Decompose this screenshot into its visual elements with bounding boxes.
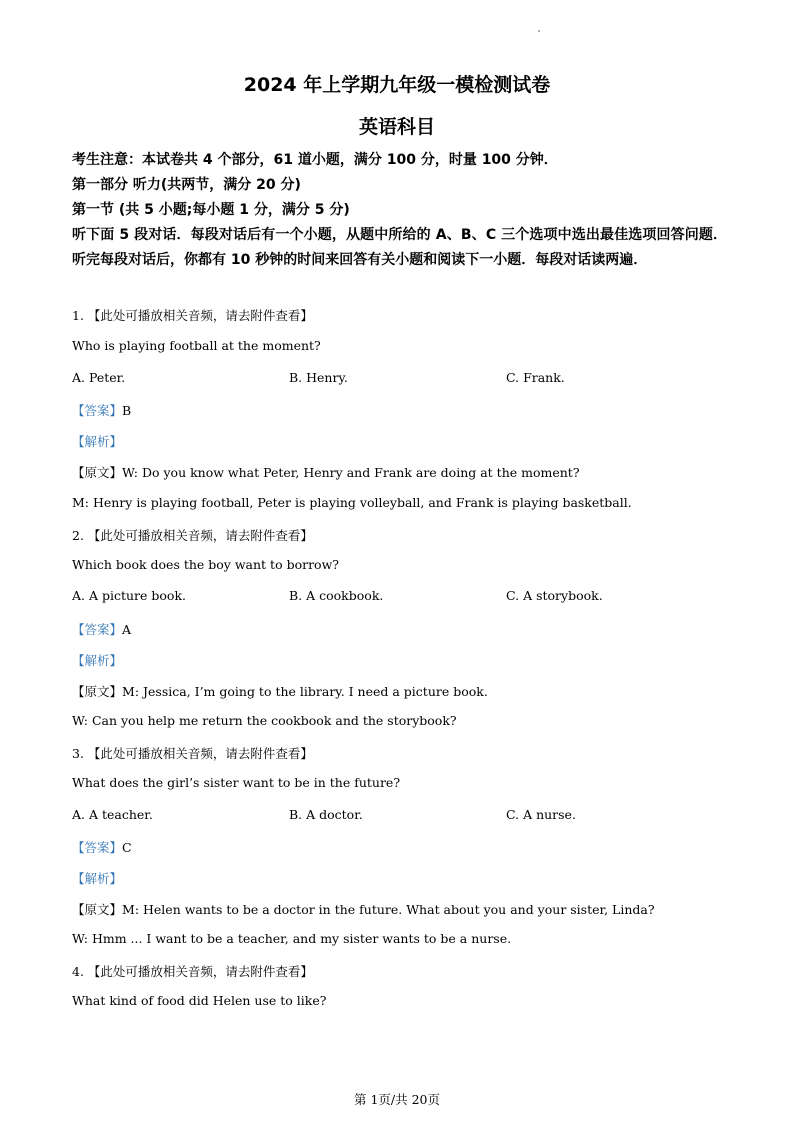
- answer-label: 【答案】: [72, 622, 123, 637]
- analysis-label: 【解析】: [72, 871, 123, 886]
- original-label: 【原文】: [72, 902, 123, 917]
- question-2-option-c: C. A storybook.: [506, 588, 603, 603]
- question-3-option-a: A. A teacher.: [72, 807, 153, 822]
- speck: [538, 30, 540, 32]
- answer-value: A: [122, 622, 132, 637]
- question-2-original: [72, 682, 488, 700]
- question-number: 4.: [72, 964, 84, 979]
- audio-note: 【此处可播放相关音频，请去附件查看】: [87, 528, 313, 543]
- question-2-option-b: B. A cookbook.: [289, 588, 384, 603]
- question-3-original-cont: W: Hmm ... I want to be a teacher, and my sister wants to be a nurse.: [72, 931, 512, 946]
- question-3-option-c: C. A nurse.: [506, 807, 576, 822]
- answer-label: 【答案】: [72, 403, 123, 418]
- question-1-option-a: A. Peter.: [72, 370, 126, 385]
- question-4-text: What kind of food did Helen use to like?: [72, 993, 327, 1008]
- section-heading: 第一节 (共 5 小题;每小题 1 分，满分 5 分): [72, 202, 350, 218]
- listening-instructions: 听下面 5 段对话．每段对话后有一个小题，从题中所给的 A、B、C 三个选项中选出最佳选项回答问题．听完每段对话后，你都有 10 秒钟的时间来回答有关小题和阅读下一小题．每段对话读两遍．: [72, 227, 727, 268]
- question-2-analysis: [72, 651, 122, 669]
- question-3-answer: [72, 838, 132, 856]
- question-number: 2.: [72, 528, 84, 543]
- question-4-header: [72, 962, 313, 980]
- question-2-header: [72, 526, 313, 544]
- question-1-original: [72, 463, 580, 481]
- audio-note: 【此处可播放相关音频，请去附件查看】: [87, 308, 313, 323]
- question-2-answer: [72, 620, 131, 638]
- question-2-option-a: A. A picture book.: [72, 588, 186, 603]
- audio-note: 【此处可播放相关音频，请去附件查看】: [87, 746, 313, 761]
- question-2-original-cont: W: Can you help me return the cookbook and the storybook?: [72, 713, 457, 728]
- original-text: M: Jessica, I’m going to the library. I need a picture book.: [122, 684, 488, 699]
- question-3-original: [72, 900, 655, 918]
- question-1-option-b: B. Henry.: [289, 370, 348, 385]
- part-heading: 第一部分 听力(共两节，满分 20 分): [72, 177, 301, 193]
- question-3-analysis: [72, 869, 122, 887]
- question-3-header: [72, 744, 313, 762]
- analysis-label: 【解析】: [72, 653, 123, 668]
- question-1-analysis: [72, 432, 122, 450]
- exam-notice: [72, 148, 727, 273]
- original-label: 【原文】: [72, 465, 123, 480]
- question-2-text: Which book does the boy want to borrow?: [72, 557, 339, 572]
- question-1-option-c: C. Frank.: [506, 370, 565, 385]
- page-number: 第 1页/共 20页: [353, 1092, 441, 1107]
- subject-title: 英语科目: [358, 116, 435, 138]
- audio-note: 【此处可播放相关音频，请去附件查看】: [87, 964, 313, 979]
- exam-title: 2024 年上学期九年级一模检测试卷: [243, 74, 551, 96]
- original-label: 【原文】: [72, 684, 123, 699]
- answer-label: 【答案】: [72, 840, 123, 855]
- question-3-option-b: B. A doctor.: [289, 807, 363, 822]
- answer-value: C: [122, 840, 132, 855]
- notice-line: 考生注意：本试卷共 4 个部分，61 道小题，满分 100 分，时量 100 分钟．: [72, 152, 558, 168]
- answer-value: B: [122, 403, 132, 418]
- analysis-label: 【解析】: [72, 434, 123, 449]
- question-1-header: [72, 306, 313, 324]
- question-1-text: Who is playing football at the moment?: [72, 338, 321, 353]
- question-3-text: What does the girl’s sister want to be in the future?: [72, 775, 401, 790]
- question-1-original-cont: M: Henry is playing football, Peter is playing volleyball, and Frank is playing basketball.: [72, 495, 632, 510]
- original-text: W: Do you know what Peter, Henry and Frank are doing at the moment?: [122, 465, 580, 480]
- original-text: M: Helen wants to be a doctor in the future. What about you and your sister, Linda?: [122, 902, 655, 917]
- question-1-answer: [72, 401, 131, 419]
- question-number: 1.: [72, 308, 84, 323]
- question-number: 3.: [72, 746, 84, 761]
